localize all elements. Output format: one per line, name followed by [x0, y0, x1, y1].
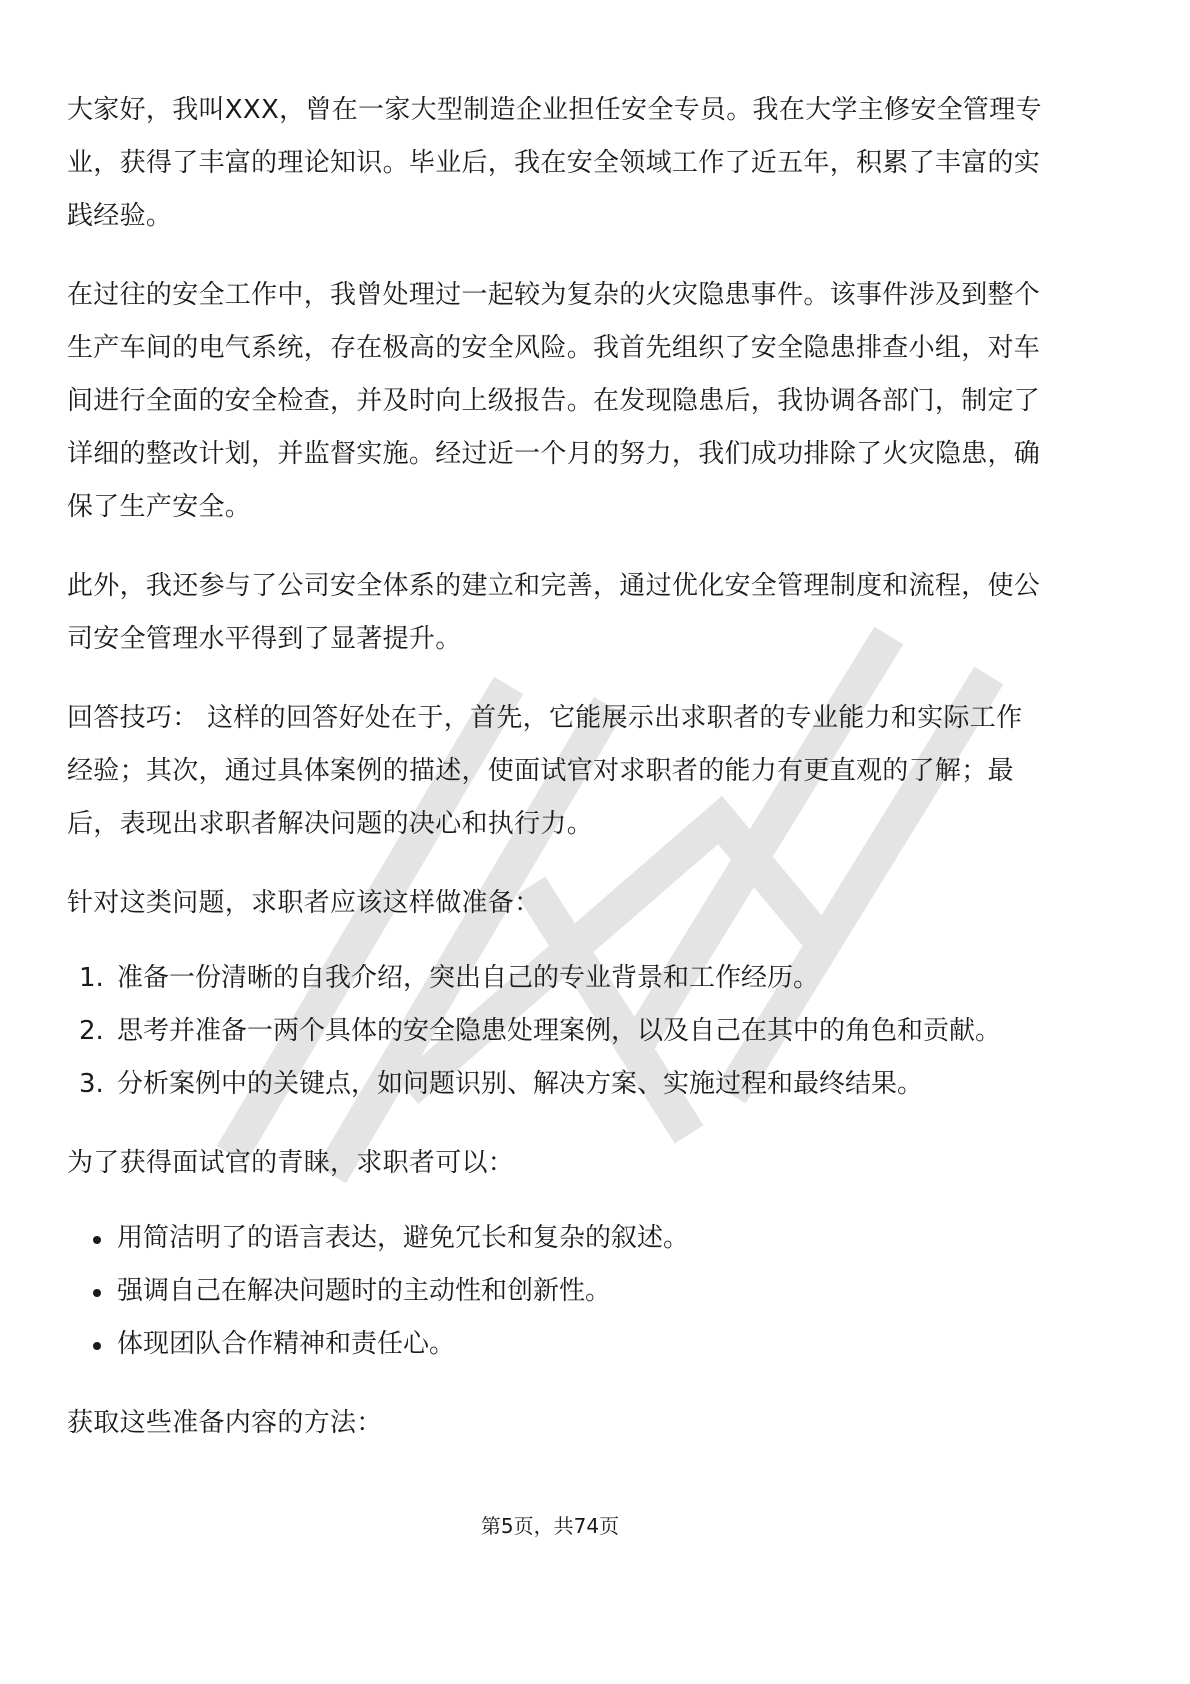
additional-paragraph: 此外，我还参与了公司安全体系的建立和完善，通过优化安全管理制度和流程，使公司安全管理水平得到了显著提升。 — [67, 571, 1041, 654]
preparation-heading: 针对这类问题，求职者应该这样做准备： — [67, 888, 541, 918]
intro-paragraph: 大家好，我叫XXX，曾在一家大型制造企业担任安全专员。我在大学主修安全管理专业，获得了丰富的理论知识。毕业后，我在安全领域工作了近五年，积累了丰富的实践经验。 — [67, 95, 1042, 231]
list-item — [67, 952, 1042, 1005]
bullet-icon — [93, 1342, 101, 1350]
answer-tips-paragraph: 回答技巧： 这样的回答好处在于，首先，它能展示出求职者的专业能力和实际工作经验；其次，通过具体案例的描述，使面试官对求职者的能力有更直观的了解；最后，表现出求职者解决问题的决心和执行力。 — [67, 703, 1023, 839]
impress-heading: 为了获得面试官的青睐，求职者可以： — [67, 1148, 515, 1178]
list-item-text: 准备一份清晰的自我介绍，突出自己的专业背景和工作经历。 — [117, 963, 820, 993]
bullet-icon — [93, 1236, 101, 1244]
tips-list — [67, 1212, 1042, 1371]
list-item — [67, 1005, 1042, 1058]
list-item-text: 思考并准备一两个具体的安全隐患处理案例，以及自己在其中的角色和贡献。 — [117, 1016, 1002, 1046]
list-item — [67, 1212, 1042, 1265]
page-number: 第5页，共74页 — [480, 1514, 620, 1538]
list-number: 2. — [79, 1016, 104, 1046]
list-item — [67, 1318, 1042, 1371]
list-item — [67, 1058, 1042, 1111]
experience-paragraph: 在过往的安全工作中，我曾处理过一起较为复杂的火灾隐患事件。该事件涉及到整个生产车间的电气系统，存在极高的安全风险。我首先组织了安全隐患排查小组，对车间进行全面的安全检查，并及时向上级报告。在发现隐患后，我协调各部门，制定了详细的整改计划，并监督实施。经过近一个月的努力，我们成功排除了火灾隐患，确保了生产安全。 — [67, 280, 1041, 522]
list-item-text: 用简洁明了的语言表达，避免冗长和复杂的叙述。 — [117, 1223, 690, 1253]
list-item-text: 强调自己在解决问题时的主动性和创新性。 — [117, 1276, 612, 1306]
list-number: 3. — [79, 1069, 104, 1099]
list-number: 1. — [79, 963, 104, 993]
document-body — [67, 84, 1042, 1450]
list-item-text: 分析案例中的关键点，如问题识别、解决方案、实施过程和最终结果。 — [117, 1069, 924, 1099]
preparation-list — [67, 952, 1042, 1111]
methods-heading: 获取这些准备内容的方法： — [67, 1408, 383, 1438]
list-item-text: 体现团队合作精神和责任心。 — [117, 1329, 456, 1359]
bullet-icon — [93, 1289, 101, 1297]
list-item — [67, 1265, 1042, 1318]
